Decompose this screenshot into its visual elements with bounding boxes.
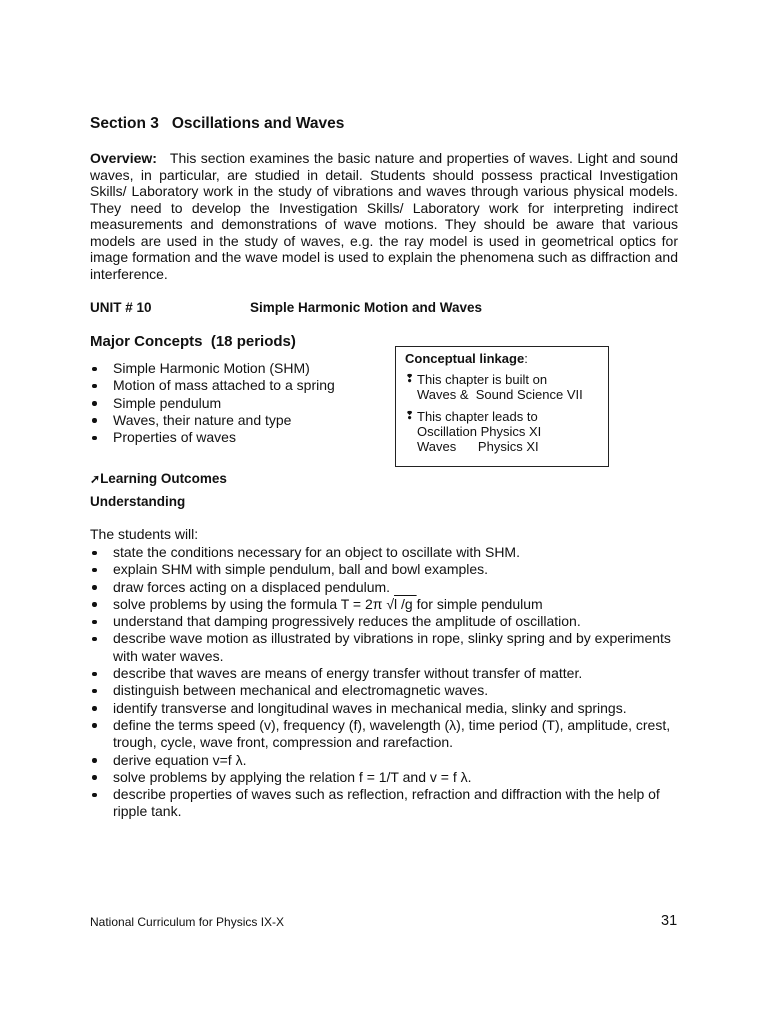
major-concepts-list [90, 360, 390, 446]
unit-number: UNIT # 10 [90, 300, 152, 315]
bullet-marker-icon: ❢ [405, 373, 415, 385]
list-item: solve problems by applying the relation f = 1/T and v = f λ. [90, 769, 680, 786]
learning-outcomes-list [90, 544, 680, 821]
list-item-formula [90, 596, 680, 613]
footer-title: National Curriculum for Physics IX-X [90, 915, 285, 929]
linkage-colon: : [524, 351, 528, 366]
list-item: describe properties of waves such as reflection, refraction and diffraction with the help of ripple tank. [90, 786, 680, 821]
list-item: Motion of mass attached to a spring [90, 377, 390, 394]
overview-text: This section examines the basic nature and properties of waves. Light and sound waves, in particular, are studied in detail. Students should possess practical Investigation Skills/ Laboratory work in the study of vibrations and waves through various physical models. They need to develop the Investigation Skills/ Laboratory work for interpreting indirect measurements and demonstrations of wave motions. They should be aware that various models are used in the study of waves, e.g. the ray model is used in geometrical optics for image formation and the wave model is used to explain the phenomena such as diffraction and interference. [90, 150, 678, 282]
linkage-leads-to [405, 409, 599, 424]
unit-title: Simple Harmonic Motion and Waves [250, 300, 483, 315]
list-item: Waves, their nature and type [90, 412, 390, 429]
list-item: understand that damping progressively reduces the amplitude of oscillation. [90, 613, 680, 630]
learning-outcomes-heading [90, 471, 227, 486]
conceptual-linkage-box [395, 346, 609, 467]
page-number: 31 [661, 913, 678, 929]
section-title: Section 3 Oscillations and Waves [90, 115, 345, 132]
bullet-marker-icon: ❢ [405, 410, 415, 422]
list-item: derive equation v=f λ. [90, 752, 680, 769]
linkage-title: Conceptual linkage [405, 351, 525, 366]
outcomes-intro: The students will: [90, 526, 199, 542]
list-item: define the terms speed (v), frequency (f), wavelength (λ), time period (T), amplitude, crest, trough, cycle, wave front, compression and rarefaction. [90, 717, 680, 752]
unit-heading [90, 300, 483, 315]
linkage-built-on [405, 372, 599, 387]
list-item: Simple pendulum [90, 395, 390, 412]
formula-root: l /g [394, 595, 417, 612]
formula-suffix: for simple pendulum [416, 595, 543, 612]
linkage-leads-to-sub-2: Waves Physics XI [417, 439, 539, 454]
formula-prefix: solve problems by using the formula T = 2π √ [113, 595, 395, 612]
list-item: state the conditions necessary for an object to oscillate with SHM. [90, 544, 680, 561]
linkage-built-on-sub: Waves & Sound Science VII [417, 387, 583, 402]
understanding-heading: Understanding [90, 494, 186, 509]
linkage-built-on-text: This chapter is built on [417, 372, 548, 387]
list-item: Properties of waves [90, 429, 390, 446]
list-item: Simple Harmonic Motion (SHM) [90, 360, 390, 377]
list-item: identify transverse and longitudinal waves in mechanical media, slinky and springs. [90, 700, 680, 717]
arrow-icon: ➚ [90, 472, 101, 486]
overview-paragraph [90, 150, 678, 282]
list-item: explain SHM with simple pendulum, ball and bowl examples. [90, 561, 680, 578]
overview-label: Overview: [90, 150, 157, 166]
linkage-leads-to-sub-1: Oscillation Physics XI [417, 424, 542, 439]
list-item: distinguish between mechanical and electromagnetic waves. [90, 682, 680, 699]
linkage-leads-to-text: This chapter leads to [417, 409, 538, 424]
linkage-title-line [405, 351, 599, 366]
list-item: describe that waves are means of energy transfer without transfer of matter. [90, 665, 680, 682]
major-concepts-heading: Major Concepts (18 periods) [90, 333, 296, 350]
list-item: draw forces acting on a displaced pendulum. [90, 579, 680, 596]
learning-outcomes-label: Learning Outcomes [100, 471, 227, 486]
list-item: describe wave motion as illustrated by vibrations in rope, slinky spring and by experiments with water waves. [90, 630, 680, 665]
